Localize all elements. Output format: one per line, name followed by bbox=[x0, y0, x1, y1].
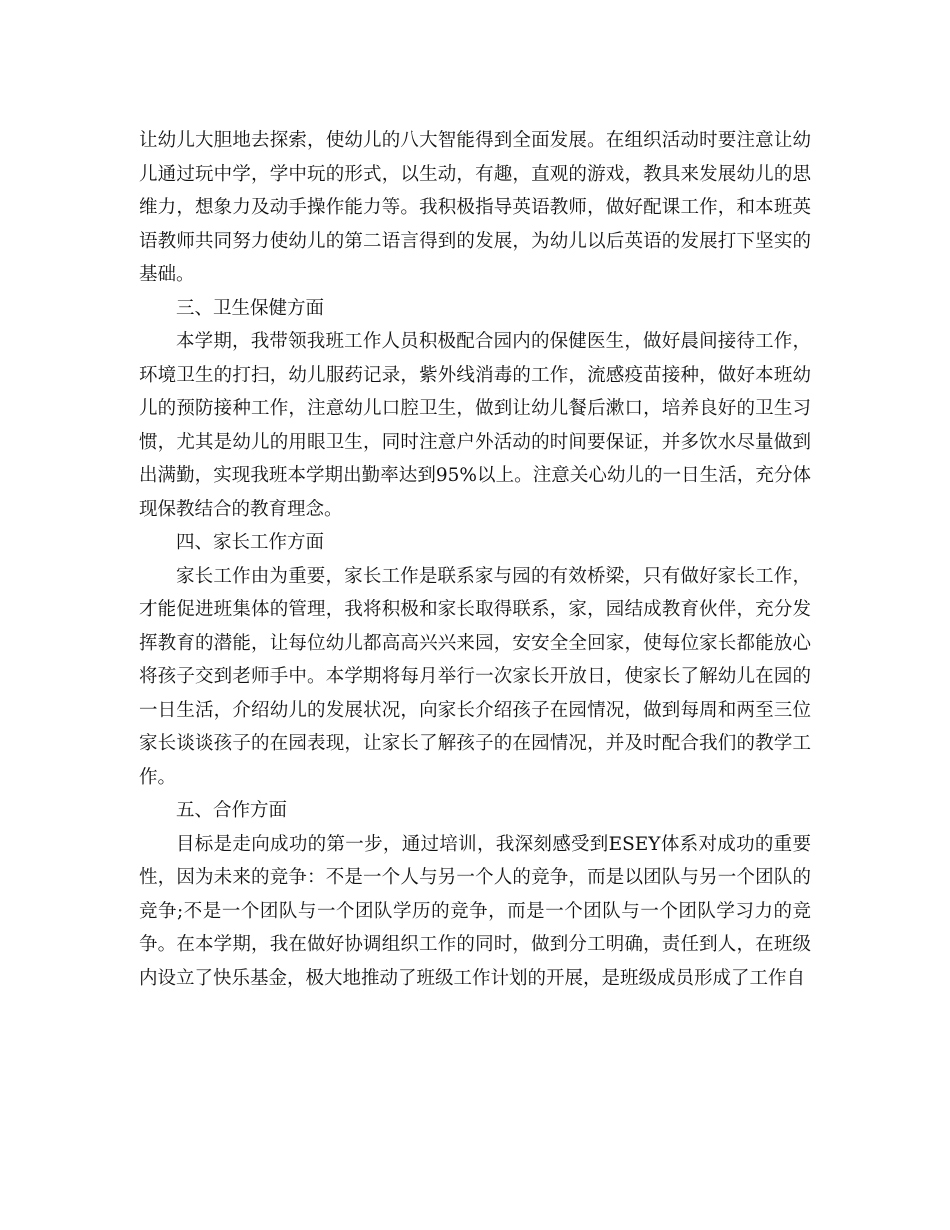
paragraph-parents: 家长工作由为重要，家长工作是联系家与园的有效桥梁，只有做好家长工作，才能促进班集体的管理，我将积极和家长取得联系，家，园结成教育伙伴，充分发挥教育的潜能，让每位幼儿都高高兴兴来园，安安全全回家，使每位家长都能放心将孩子交到老师手中。本学期将每月举行一次家长开放日，使家长了解幼儿在园的一日生活，介绍幼儿的发展状况，向家长介绍孩子在园情况，做到每周和两至三位家长谈谈孩子的在园表现，让家长了解孩子的在园情况，并及时配合我们的教学工作。 bbox=[139, 565, 811, 788]
section-heading-parents: 四、家长工作方面 bbox=[176, 532, 325, 553]
document-page bbox=[139, 124, 811, 995]
section-heading-cooperation: 五、合作方面 bbox=[176, 800, 288, 821]
paragraph-cooperation: 目标是走向成功的第一步，通过培训，我深刻感受到ESEY体系对成功的重要性，因为未来的竞争：不是一个人与另一个人的竞争，而是以团队与另一个团队的竞争;不是一个团队与一个团队学历的竞争，而是一个团队与一个团队学习力的竞争。在本学期，我在做好协调组织工作的同时，做到分工明确，责任到人，在班级内设立了快乐基金，极大地推动了班级工作计划的开展，是班级成员形成了工作自 bbox=[139, 833, 811, 989]
paragraph-intro-continuation: 让幼儿大胆地去探索，使幼儿的八大智能得到全面发展。在组织活动时要注意让幼儿通过玩中学，学中玩的形式，以生动，有趣，直观的游戏，教具来发展幼儿的思维力，想象力及动手操作能力等。我积极指导英语教师，做好配课工作，和本班英语教师共同努力使幼儿的第二语言得到的发展，为幼儿以后英语的发展打下坚实的基础。 bbox=[139, 130, 811, 285]
paragraph-hygiene: 本学期，我带领我班工作人员积极配合园内的保健医生，做好晨间接待工作，环境卫生的打扫，幼儿服药记录，紫外线消毒的工作，流感疫苗接种，做好本班幼儿的预防接种工作，注意幼儿口腔卫生，做到让幼儿餐后漱口，培养良好的卫生习惯，尤其是幼儿的用眼卫生，同时注意户外活动的时间要保证，并多饮水尽量做到出满勤，实现我班本学期出勤率达到95%以上。注意关心幼儿的一日生活，充分体现保教结合的教育理念。 bbox=[139, 331, 811, 520]
section-heading-hygiene: 三、卫生保健方面 bbox=[176, 297, 325, 319]
